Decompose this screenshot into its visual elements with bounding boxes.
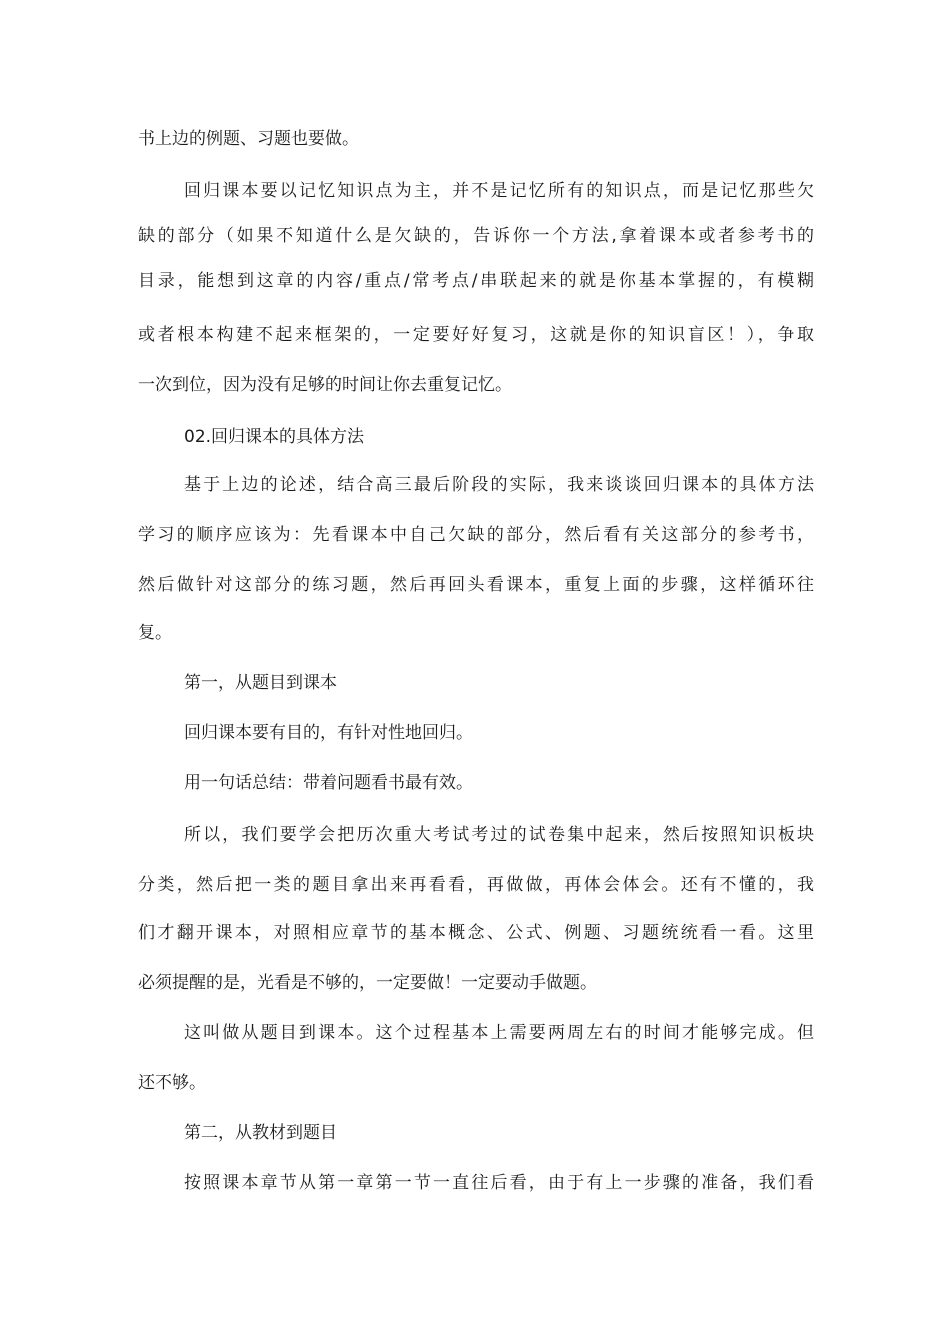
text-line: 分类，然后把一类的题目拿出来再看看，再做做，再体会体会。还有不懂的，我 <box>138 875 814 895</box>
text-line: 或者根本构建不起来框架的，一定要好好复习，这就是你的知识盲区！），争取 <box>138 325 814 345</box>
text-line: 目录，能想到这章的内容/重点/常考点/串联起来的就是你基本掌握的，有模糊 <box>138 271 814 291</box>
subsection-heading: 第一，从题目到课本 <box>184 673 337 693</box>
text-line: 必须提醒的是，光看是不够的，一定要做！一定要动手做题。 <box>138 973 597 993</box>
text-line: 回归课本要以记忆知识点为主，并不是记忆所有的知识点，而是记忆那些欠 <box>184 181 814 201</box>
text-line: 书上边的例题、习题也要做。 <box>138 129 359 149</box>
text-line: 复。 <box>138 623 172 643</box>
text-line: 按照课本章节从第一章第一节一直往后看，由于有上一步骤的准备，我们看 <box>184 1173 814 1193</box>
text-line: 基于上边的论述，结合高三最后阶段的实际，我来谈谈回归课本的具体方法 <box>184 475 814 495</box>
text-line: 回归课本要有目的，有针对性地回归。 <box>184 723 473 743</box>
text-line: 这叫做从题目到课本。这个过程基本上需要两周左右的时间才能够完成。但 <box>184 1023 814 1043</box>
text-line: 缺的部分（如果不知道什么是欠缺的，告诉你一个方法,拿着课本或者参考书的 <box>138 226 814 246</box>
text-line: 用一句话总结：带着问题看书最有效。 <box>184 773 473 793</box>
text-line: 学习的顺序应该为：先看课本中自己欠缺的部分，然后看有关这部分的参考书， <box>138 525 814 545</box>
text-line: 一次到位，因为没有足够的时间让你去重复记忆。 <box>138 375 512 395</box>
subsection-heading: 第二，从教材到题目 <box>184 1123 337 1143</box>
section-heading: 02.回归课本的具体方法 <box>184 427 365 447</box>
text-line: 然后做针对这部分的练习题，然后再回头看课本，重复上面的步骤，这样循环往 <box>138 575 814 595</box>
text-line: 所以，我们要学会把历次重大考试考过的试卷集中起来，然后按照知识板块 <box>184 825 814 845</box>
text-line: 们才翻开课本，对照相应章节的基本概念、公式、例题、习题统统看一看。这里 <box>138 923 814 943</box>
text-line: 还不够。 <box>138 1073 206 1093</box>
